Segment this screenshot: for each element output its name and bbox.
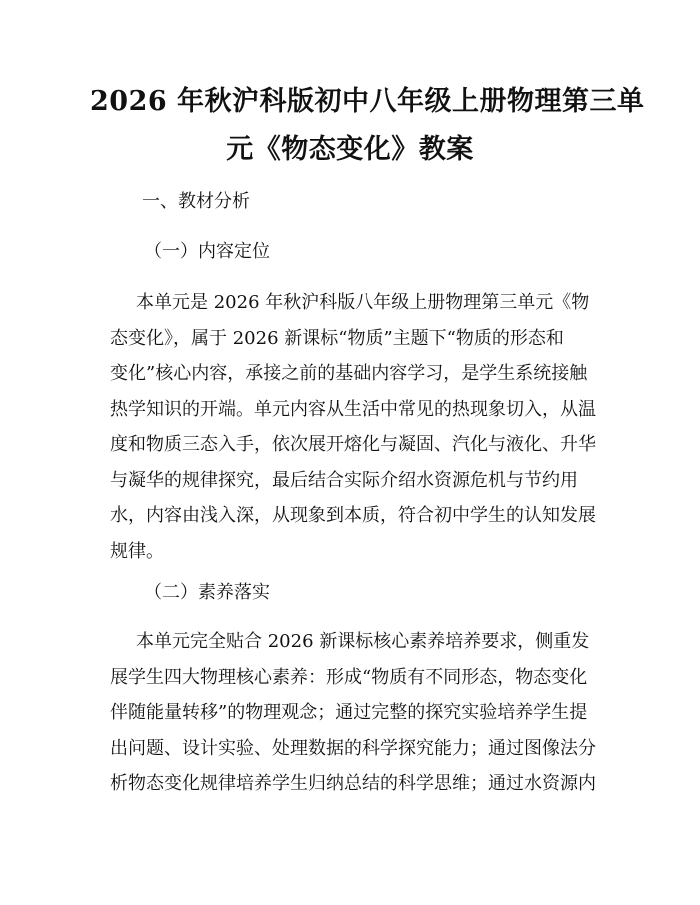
paragraph-line: 析物态变化规律培养学生归纳总结的科学思维；通过水资源内 [110, 773, 596, 794]
paragraph-line: 与凝华的规律探究，最后结合实际介绍水资源危机与节约用 [110, 469, 578, 491]
title-line-2: 元《物态变化》教案 [226, 134, 474, 165]
paragraph-line: 水，内容由浅入深，从现象到本质，符合初中学生的认知发展 [110, 505, 596, 526]
paragraph-content-positioning [110, 285, 610, 569]
title-line-1: 2026 年秋沪科版初中八年级上册物理第三单 [90, 86, 645, 117]
paragraph-line: 态变化》，属于 2026 新课标“物质”主题下“物质的形态和 [110, 327, 564, 349]
subsection-heading-content-positioning: （一）内容定位 [144, 241, 270, 262]
paragraph-competency [110, 624, 610, 802]
paragraph-line: 度和物质三态入手，依次展开熔化与凝固、汽化与液化、升华 [110, 434, 596, 455]
paragraph-line: 规律。 [110, 540, 164, 562]
section-heading-textbook-analysis: 一、教材分析 [142, 191, 250, 212]
paragraph-line: 变化”核心内容，承接之前的基础内容学习，是学生系统接触 [110, 363, 588, 384]
paragraph-line: 展学生四大物理核心素养：形成“物质有不同形态，物态变化 [110, 666, 588, 688]
paragraph-line: 出问题、设计实验、处理数据的科学探究能力；通过图像法分 [110, 737, 596, 759]
subsection-heading-competency: （二）素养落实 [144, 582, 270, 603]
paragraph-line: 本单元完全贴合 2026 新课标核心素养培养要求，侧重发 [136, 631, 590, 652]
paragraph-line: 伴随能量转移”的物理观念；通过完整的探究实验培养学生提 [110, 702, 588, 723]
paragraph-line: 本单元是 2026 年秋沪科版八年级上册物理第三单元《物 [136, 292, 590, 313]
paragraph-line: 热学知识的开端。单元内容从生活中常见的热现象切入，从温 [110, 398, 596, 420]
document-title [90, 78, 645, 174]
